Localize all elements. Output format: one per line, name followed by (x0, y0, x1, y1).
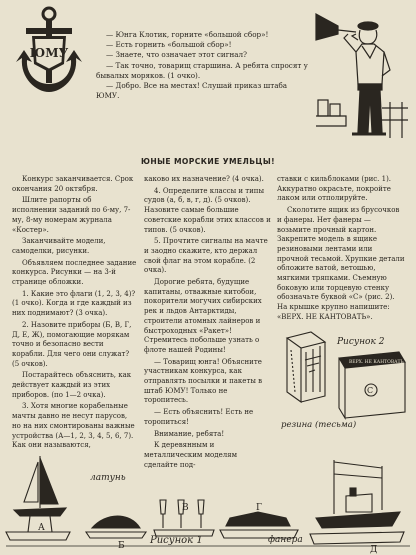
figure-2-packing-box (281, 330, 407, 430)
dialogue-line: — Есть горнить «большой сбор»! (106, 40, 232, 50)
paragraph: Конкурс заканчивается. Срок окончания 20 октября. (12, 175, 134, 193)
paragraph: 3. Хотя многие корабельные мачты давно не несут парусов, но на них смонтированы важные устройства (А—1, 2, 3, 4, 5, 6, 7). Как они называются, (12, 402, 135, 450)
paragraph: Дорогие ребята, будущие капитаны, отважные китобои, покорители могучих сибирских рек и льдов Антарктиды, строители атомных лайнеров и быстроходных «Ракет»! Стремитесь побольше узнать о флоте нашей Родины! (144, 278, 262, 354)
sailor-bugler-illustration (312, 4, 408, 146)
paragraph: 4. Определите классы и типы судов (а, б, в, г, д). (5 очков). Назовите самые большие советские корабли этих классов и типов. (5 очков). (144, 186, 271, 234)
paragraph: К деревянным и металлическим моделям сделайте под- (144, 441, 238, 469)
paragraph: Постарайтесь объяснить, как действует каждый из этих приборов. (по 1—2 очка). (12, 371, 132, 399)
text-column-2 (144, 175, 271, 472)
paragraph: Шлите рапорты об исполнении заданий по 6-му, 7-му, 8-му номерам журнала «Костер». (12, 196, 131, 234)
paragraph: Объявляем последнее задание конкурса. Рисунки — на 3-й странице обложки. (12, 258, 137, 287)
dialogue-line: — Знаете, что означает этот сигнал? (106, 50, 247, 60)
dialogue-line: — Юнга Клотик, горните «большой сбор»! (106, 30, 269, 39)
figure-1-model-stands (0, 452, 416, 555)
figure-1-letter: А (38, 523, 45, 533)
figure-1-letter: Д (370, 545, 378, 555)
figure-1-letter: Б (118, 541, 125, 551)
paragraph: каково их назначение? (4 очка). (144, 175, 264, 183)
figure-1-caption: Рисунок 1 (150, 535, 203, 546)
paragraph: Внимание, ребята! (154, 429, 225, 438)
emblem-letters: ЮМУ (29, 46, 69, 60)
paragraph: 2. Назовите приборы (Б, В, Г, Д, Е, Ж), помогающие морякам точно и безопасно вести корабли. Для чего они служат? (5 очков). (12, 320, 132, 368)
paragraph: 1. Какие это флаги (1, 2, 3, 4)? (1 очко). Когда и где каждый из них поднимают? (3 очка). (12, 289, 136, 318)
paragraph: Сколотите ящик из брусочков и фанеры. Нет фанеры — возьмите прочный картон. Закрепите модель в ящике резиновыми лентами или прочной тесьмой. Хрупкие детали обложите ватой, ветошью, мягкими тряпками. Съемную боковую или торцевую стенку обозначьте буквой «С» (рис. 2). На крышке крупно напишите: «ВЕРХ. НЕ КАНТОВАТЬ». (277, 206, 405, 321)
paragraph: Заканчивайте модели, самоделки, рисунки. (12, 237, 106, 255)
paragraph: 5. Прочтите сигналы на мачте и заодно скажите, кто держал свой флаг на этом корабле. (2 очка). (144, 237, 268, 275)
section-title: ЮНЫЕ МОРСКИЕ УМЕЛЬЦЫ! (141, 157, 275, 166)
figure-1-plywood-label: фанера (268, 535, 303, 545)
dialogue-line: — Так точно, товарищ старшина. А ребята спросят у бывалых моряков. (1 очко). (96, 60, 308, 80)
figure-1-letter: Г (256, 503, 262, 513)
paragraph: — Есть объяснить! Есть не торопиться! (144, 408, 254, 426)
figure-2-label: резина (тесьма) (281, 420, 357, 430)
figure-1-brass-label: латунь (90, 473, 126, 483)
anchor-emblem-icon (14, 6, 84, 98)
text-column-3 (277, 175, 405, 325)
dialogue-block (96, 30, 310, 101)
text-column-1 (12, 175, 138, 453)
paragraph: — Товарищ юнга! Объясните участникам конкурса, как отправлять посылки и пакеты в штаб ЮМУ! Только не торопитесь. (144, 357, 263, 405)
dialogue-line: — Добро. Все на местах! Слушай приказ штаба ЮМУ. (96, 81, 288, 101)
figure-1-letter: В (182, 503, 189, 513)
figure-2-caption: Рисунок 2 (337, 337, 385, 347)
figure-2-lid-text: ВЕРХ. НЕ КАНТОВАТЬ (349, 360, 404, 365)
figure-2-side-letter: С (367, 386, 374, 395)
paragraph: ставки с кильблоками (рис. 1). Аккуратно окрасьте, покройте лаком или отполируйте. (277, 175, 392, 203)
